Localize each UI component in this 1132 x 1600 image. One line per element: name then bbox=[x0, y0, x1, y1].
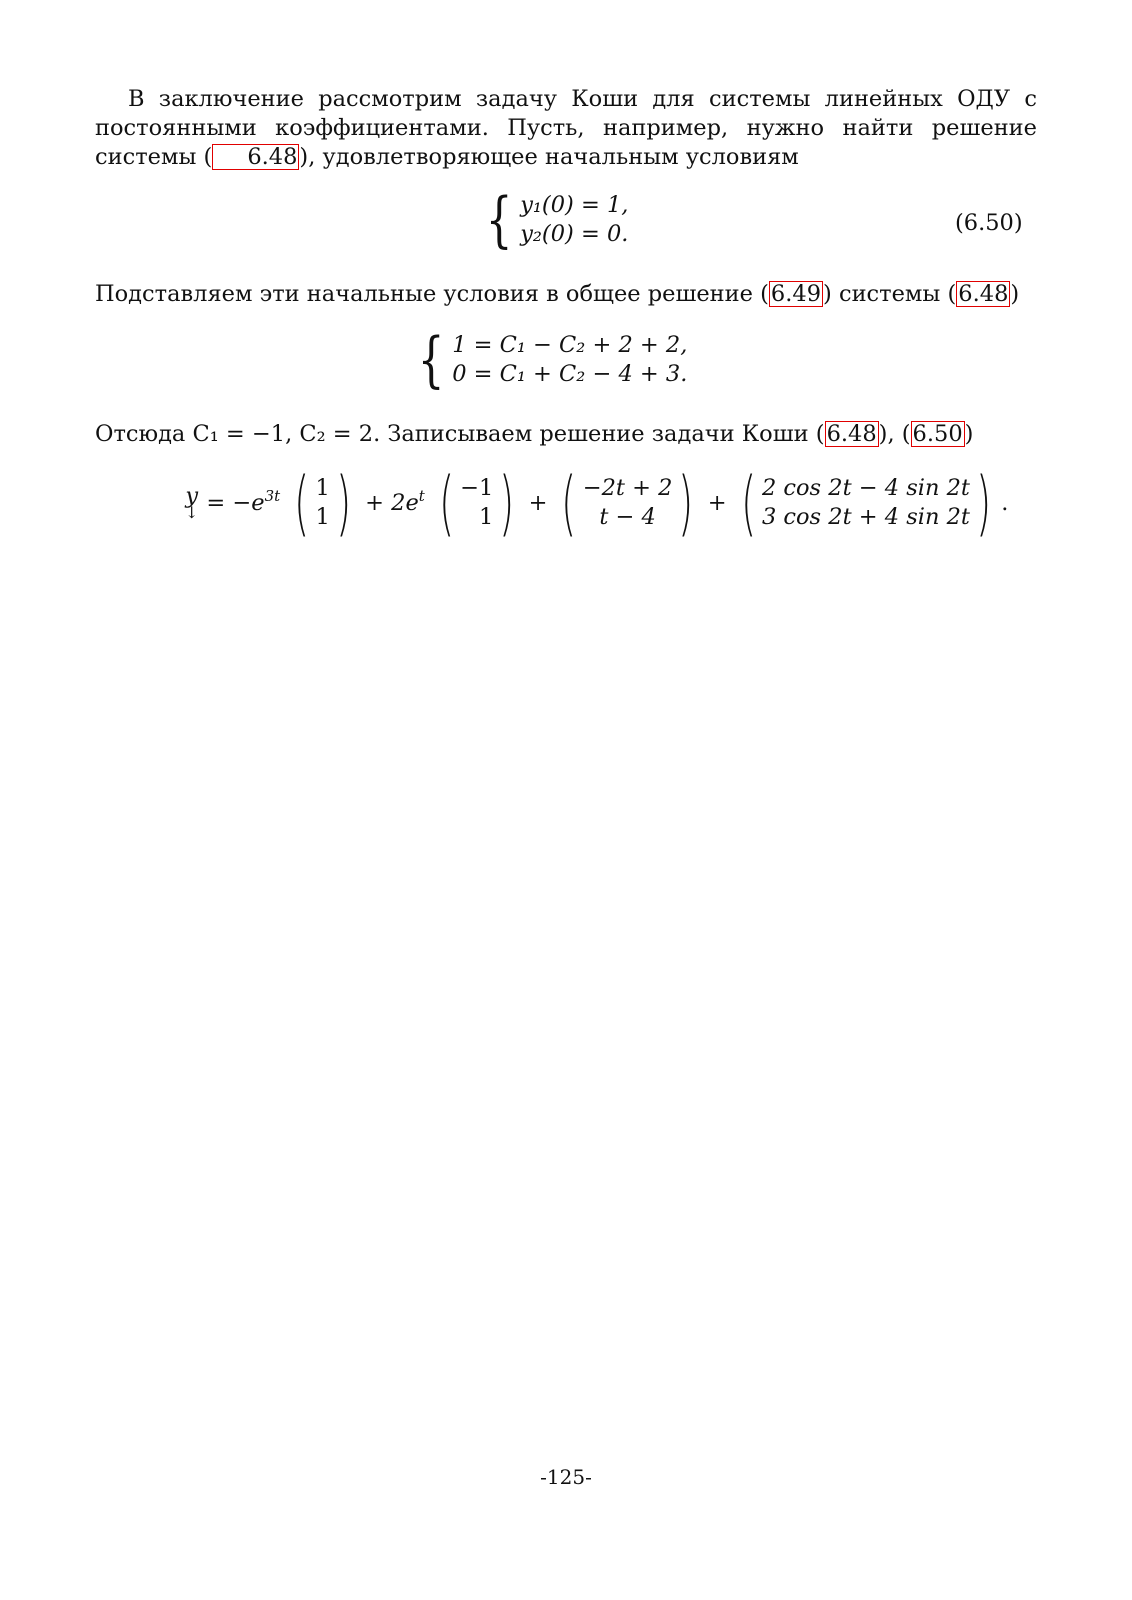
left-paren: ( bbox=[740, 462, 756, 544]
vector-4: 2 cos 2t − 4 sin 2t 3 cos 2t + 4 sin 2t bbox=[761, 475, 970, 530]
right-paren: ) bbox=[499, 462, 515, 544]
page-number: -125- bbox=[540, 1465, 592, 1489]
left-paren: ( bbox=[561, 462, 577, 544]
paragraph-solution: Отсюда C₁ = −1, C₂ = 2. Записываем решение задачи Коши (6.48), (6.50) bbox=[95, 421, 974, 447]
equation-ref-6-48-c[interactable]: 6.48 bbox=[826, 421, 877, 447]
equation-number: (6.50) bbox=[955, 210, 1023, 236]
solution-formula: y ↓ = $-e^{3t}$ ( 1 1 ) + $2e^t$ ( −1 1 ) + ( −2t + 2 t − 4 ) + ( 2 cos 2t − 4 sin 2t 3 cos 2t + 4 sin 2t ) . bbox=[185, 462, 1009, 544]
right-paren: ) bbox=[976, 462, 992, 544]
constants-line-2: 0 = C₁ + C₂ − 4 + 3. bbox=[452, 361, 688, 387]
paragraph-substitute-text: Подставляем эти начальные условия в общее решение bbox=[95, 281, 761, 307]
condition-y1: y₁(0) = 1, bbox=[520, 192, 629, 218]
paragraph-intro: В заключение рассмотрим задачу Коши для системы линейных ОДУ с постоянными коэффициентами. Пусть, например, нужно найти решение системы ( 6.48), удовлетворяющее начальным условиям bbox=[95, 86, 1037, 170]
equation-ref-6-48-b[interactable]: 6.48 bbox=[958, 281, 1009, 307]
vector-1: 1 1 bbox=[315, 475, 330, 530]
paragraph-intro-tail: , удовлетворяющее начальным условиям bbox=[308, 144, 799, 170]
initial-conditions-system bbox=[480, 185, 629, 255]
constants-line-1: 1 = C₁ − C₂ + 2 + 2, bbox=[452, 332, 688, 358]
equation-ref-6-50[interactable]: 6.50 bbox=[912, 421, 963, 447]
left-paren: ( bbox=[294, 462, 310, 544]
vector-3: −2t + 2 t − 4 bbox=[582, 475, 673, 530]
equation-ref-6-49[interactable]: 6.49 bbox=[770, 281, 822, 307]
constants-system bbox=[412, 325, 688, 395]
equation-ref-6-48[interactable]: 6.48 bbox=[212, 144, 299, 170]
paragraph-solution-text: Отсюда C₁ = −1, C₂ = 2. Записываем решение задачи Коши bbox=[95, 421, 816, 447]
left-paren: ( bbox=[438, 462, 454, 544]
condition-y2: y₂(0) = 0. bbox=[520, 221, 629, 247]
left-brace: { bbox=[485, 185, 513, 255]
left-brace: { bbox=[417, 325, 445, 395]
paragraph-substitute: Подставляем эти начальные условия в общее решение (6.49) системы (6.48) bbox=[95, 281, 1020, 307]
vector-2: −1 1 bbox=[460, 475, 494, 530]
down-arrow-icon: ↓ bbox=[185, 503, 199, 522]
paragraph-intro-text: В заключение рассмотрим задачу Коши для системы линейных ОДУ с постоянными коэффициентами. Пусть, например, нужно найти решение системы bbox=[95, 86, 1037, 170]
vector-y: y ↓ bbox=[185, 483, 199, 522]
paragraph-substitute-mid: системы bbox=[831, 281, 948, 307]
right-paren: ) bbox=[678, 462, 694, 544]
right-paren: ) bbox=[335, 462, 351, 544]
